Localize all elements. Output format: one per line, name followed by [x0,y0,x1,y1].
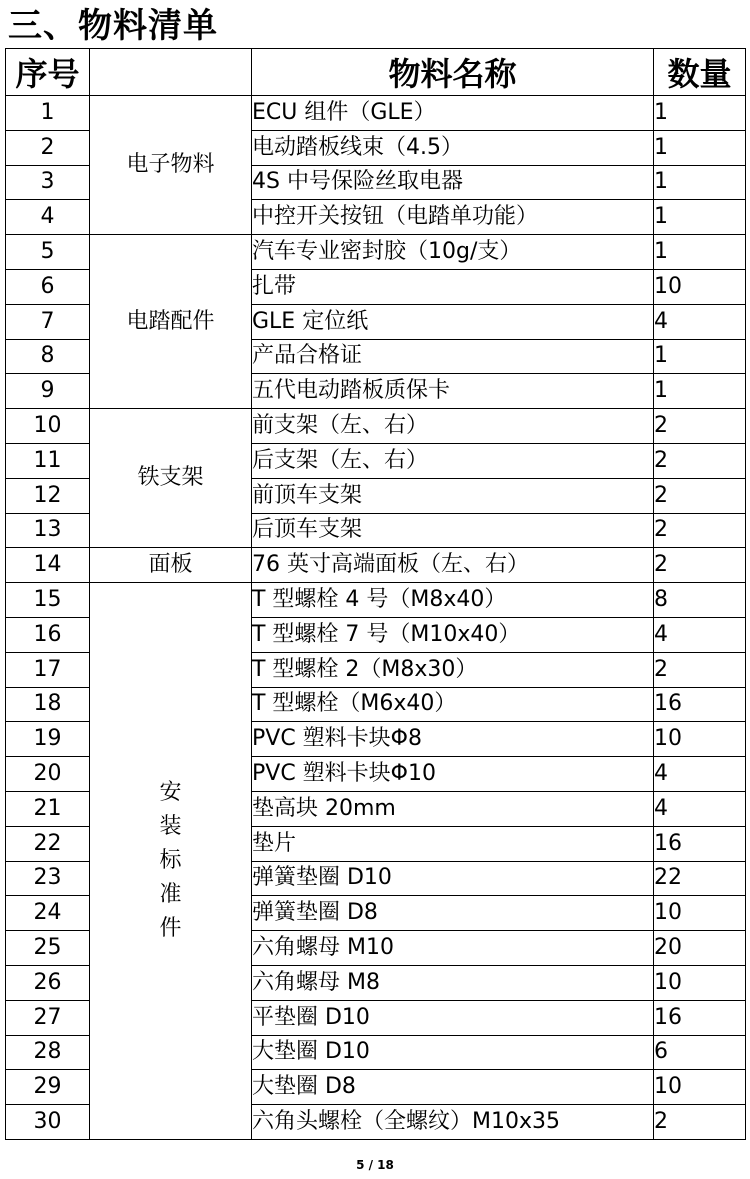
quantity: 2 [654,443,746,478]
quantity: 10 [654,269,746,304]
item-number: 19 [6,722,90,757]
category-cell: 面板 [90,548,252,583]
material-name: 垫高块 20mm [252,791,654,826]
item-number: 23 [6,861,90,896]
material-name: 汽车专业密封胶（10g/支） [252,235,654,270]
item-number: 22 [6,826,90,861]
table-row [6,548,746,583]
material-name: 六角螺母 M10 [252,931,654,966]
item-number: 18 [6,687,90,722]
quantity: 1 [654,200,746,235]
page-number: 5 / 18 [356,1158,394,1172]
category-char: 装 [159,814,182,840]
item-number: 10 [6,409,90,444]
table-row [6,583,746,618]
quantity: 10 [654,896,746,931]
quantity: 2 [654,409,746,444]
quantity: 2 [654,652,746,687]
material-name: GLE 定位纸 [252,304,654,339]
section-title: 三、物料清单 [8,6,218,46]
item-number: 11 [6,443,90,478]
item-number: 26 [6,965,90,1000]
material-name: T 型螺栓 4 号（M8x40） [252,583,654,618]
item-number: 20 [6,757,90,792]
category-char: 件 [159,916,182,942]
quantity: 10 [654,965,746,1000]
bill-of-materials-table [5,48,746,1140]
quantity: 1 [654,165,746,200]
quantity: 16 [654,687,746,722]
material-name: 4S 中号保险丝取电器 [252,165,654,200]
material-name: 前支架（左、右） [252,409,654,444]
material-name: 扎带 [252,269,654,304]
category-cell: 电子物料 [90,96,252,235]
item-number: 17 [6,652,90,687]
table-body [6,96,746,1140]
table-row [6,409,746,444]
material-name: 后支架（左、右） [252,443,654,478]
material-name: 前顶车支架 [252,478,654,513]
header-category [90,49,252,96]
table-row [6,235,746,270]
category-char: 准 [159,882,182,908]
quantity: 10 [654,722,746,757]
material-name: 弹簧垫圈 D10 [252,861,654,896]
material-name: T 型螺栓 7 号（M10x40） [252,617,654,652]
item-number: 7 [6,304,90,339]
item-number: 21 [6,791,90,826]
category-cell: 铁支架 [90,409,252,548]
quantity: 16 [654,826,746,861]
material-name: 弹簧垫圈 D8 [252,896,654,931]
material-name: 产品合格证 [252,339,654,374]
header-no: 序号 [6,49,90,96]
quantity: 2 [654,548,746,583]
item-number: 27 [6,1000,90,1035]
category-char: 安 [159,780,182,806]
quantity: 1 [654,339,746,374]
material-name: 76 英寸高端面板（左、右） [252,548,654,583]
quantity: 4 [654,791,746,826]
material-name: 后顶车支架 [252,513,654,548]
item-number: 2 [6,130,90,165]
material-name: 平垫圈 D10 [252,1000,654,1035]
header-name: 物料名称 [252,49,654,96]
quantity: 1 [654,130,746,165]
material-name: 大垫圈 D8 [252,1070,654,1105]
item-number: 16 [6,617,90,652]
item-number: 28 [6,1035,90,1070]
quantity: 6 [654,1035,746,1070]
material-name: ECU 组件（GLE） [252,96,654,131]
item-number: 6 [6,269,90,304]
material-name: T 型螺栓（M6x40） [252,687,654,722]
quantity: 20 [654,931,746,966]
item-number: 29 [6,1070,90,1105]
quantity: 10 [654,1070,746,1105]
material-name: T 型螺栓 2（M8x30） [252,652,654,687]
item-number: 15 [6,583,90,618]
quantity: 4 [654,757,746,792]
category-cell [90,583,252,1140]
quantity: 2 [654,1105,746,1140]
item-number: 3 [6,165,90,200]
material-name: 大垫圈 D10 [252,1035,654,1070]
item-number: 14 [6,548,90,583]
quantity: 1 [654,235,746,270]
item-number: 25 [6,931,90,966]
table-header-row [6,49,746,96]
item-number: 24 [6,896,90,931]
material-name: 六角头螺栓（全螺纹）M10x35 [252,1105,654,1140]
quantity: 2 [654,513,746,548]
quantity: 4 [654,304,746,339]
quantity: 22 [654,861,746,896]
material-name: PVC 塑料卡块Φ10 [252,757,654,792]
material-name: 电动踏板线束（4.5） [252,130,654,165]
item-number: 4 [6,200,90,235]
quantity: 1 [654,374,746,409]
category-char: 标 [159,848,182,874]
item-number: 30 [6,1105,90,1140]
item-number: 9 [6,374,90,409]
category-cell: 电踏配件 [90,235,252,409]
item-number: 13 [6,513,90,548]
quantity: 1 [654,96,746,131]
header-qty: 数量 [654,49,746,96]
item-number: 8 [6,339,90,374]
material-name: PVC 塑料卡块Φ8 [252,722,654,757]
quantity: 2 [654,478,746,513]
item-number: 12 [6,478,90,513]
table-row [6,96,746,131]
item-number: 1 [6,96,90,131]
quantity: 8 [654,583,746,618]
material-name: 五代电动踏板质保卡 [252,374,654,409]
material-name: 垫片 [252,826,654,861]
material-name: 六角螺母 M8 [252,965,654,1000]
quantity: 16 [654,1000,746,1035]
quantity: 4 [654,617,746,652]
item-number: 5 [6,235,90,270]
material-name: 中控开关按钮（电踏单功能） [252,200,654,235]
